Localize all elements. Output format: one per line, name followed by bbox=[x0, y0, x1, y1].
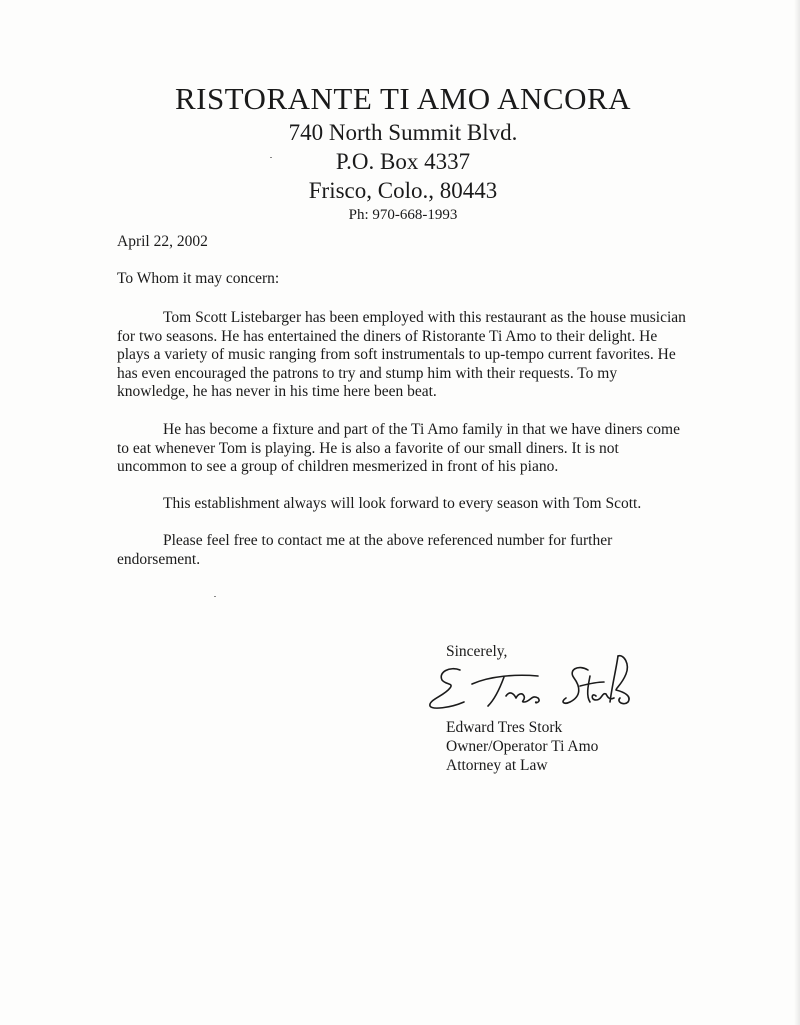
address-street: 740 North Summit Blvd. bbox=[288, 120, 518, 145]
letterhead bbox=[0, 80, 800, 225]
paragraph-4: Please feel free to contact me at the above referenced number for further endorsement. bbox=[117, 532, 613, 568]
salutation: To Whom it may concern: bbox=[117, 270, 280, 287]
signer-title-2: Attorney at Law bbox=[446, 757, 548, 774]
phone-number: Ph: 970-668-1993 bbox=[348, 207, 458, 223]
sign-off: Sincerely, bbox=[446, 643, 508, 660]
handwritten-signature bbox=[420, 650, 640, 712]
scan-speck bbox=[270, 157, 272, 158]
paragraph-3: This establishment always will look forward to every season with Tom Scott. bbox=[163, 495, 642, 512]
restaurant-name: RISTORANTE TI AMO ANCORA bbox=[174, 81, 632, 116]
letter-date: April 22, 2002 bbox=[117, 233, 208, 250]
address-po-box: P.O. Box 4337 bbox=[335, 149, 471, 174]
paragraph-2: He has become a fixture and part of the Ti Amo family in that we have diners come to eat whenever Tom is playing. He is also a favorite of our small diners. It is not uncommon to see a group of children mesmerized in front of his piano. bbox=[117, 421, 680, 476]
signer-title-1: Owner/Operator Ti Amo bbox=[446, 738, 599, 755]
signer-name: Edward Tres Stork bbox=[446, 719, 563, 736]
paragraph-1: Tom Scott Listebarger has been employed with this restaurant as the house musician for two seasons. He has entertained the diners of Ristorante Ti Amo to their delight. He plays a variety of music ranging from soft instrumentals to up-tempo current favorites. He has even encouraged the patrons to try and stump him with their requests. To my knowledge, he has never in his time here been beat. bbox=[117, 309, 686, 401]
address-city: Frisco, Colo., 80443 bbox=[308, 178, 498, 203]
scan-speck bbox=[214, 596, 216, 597]
